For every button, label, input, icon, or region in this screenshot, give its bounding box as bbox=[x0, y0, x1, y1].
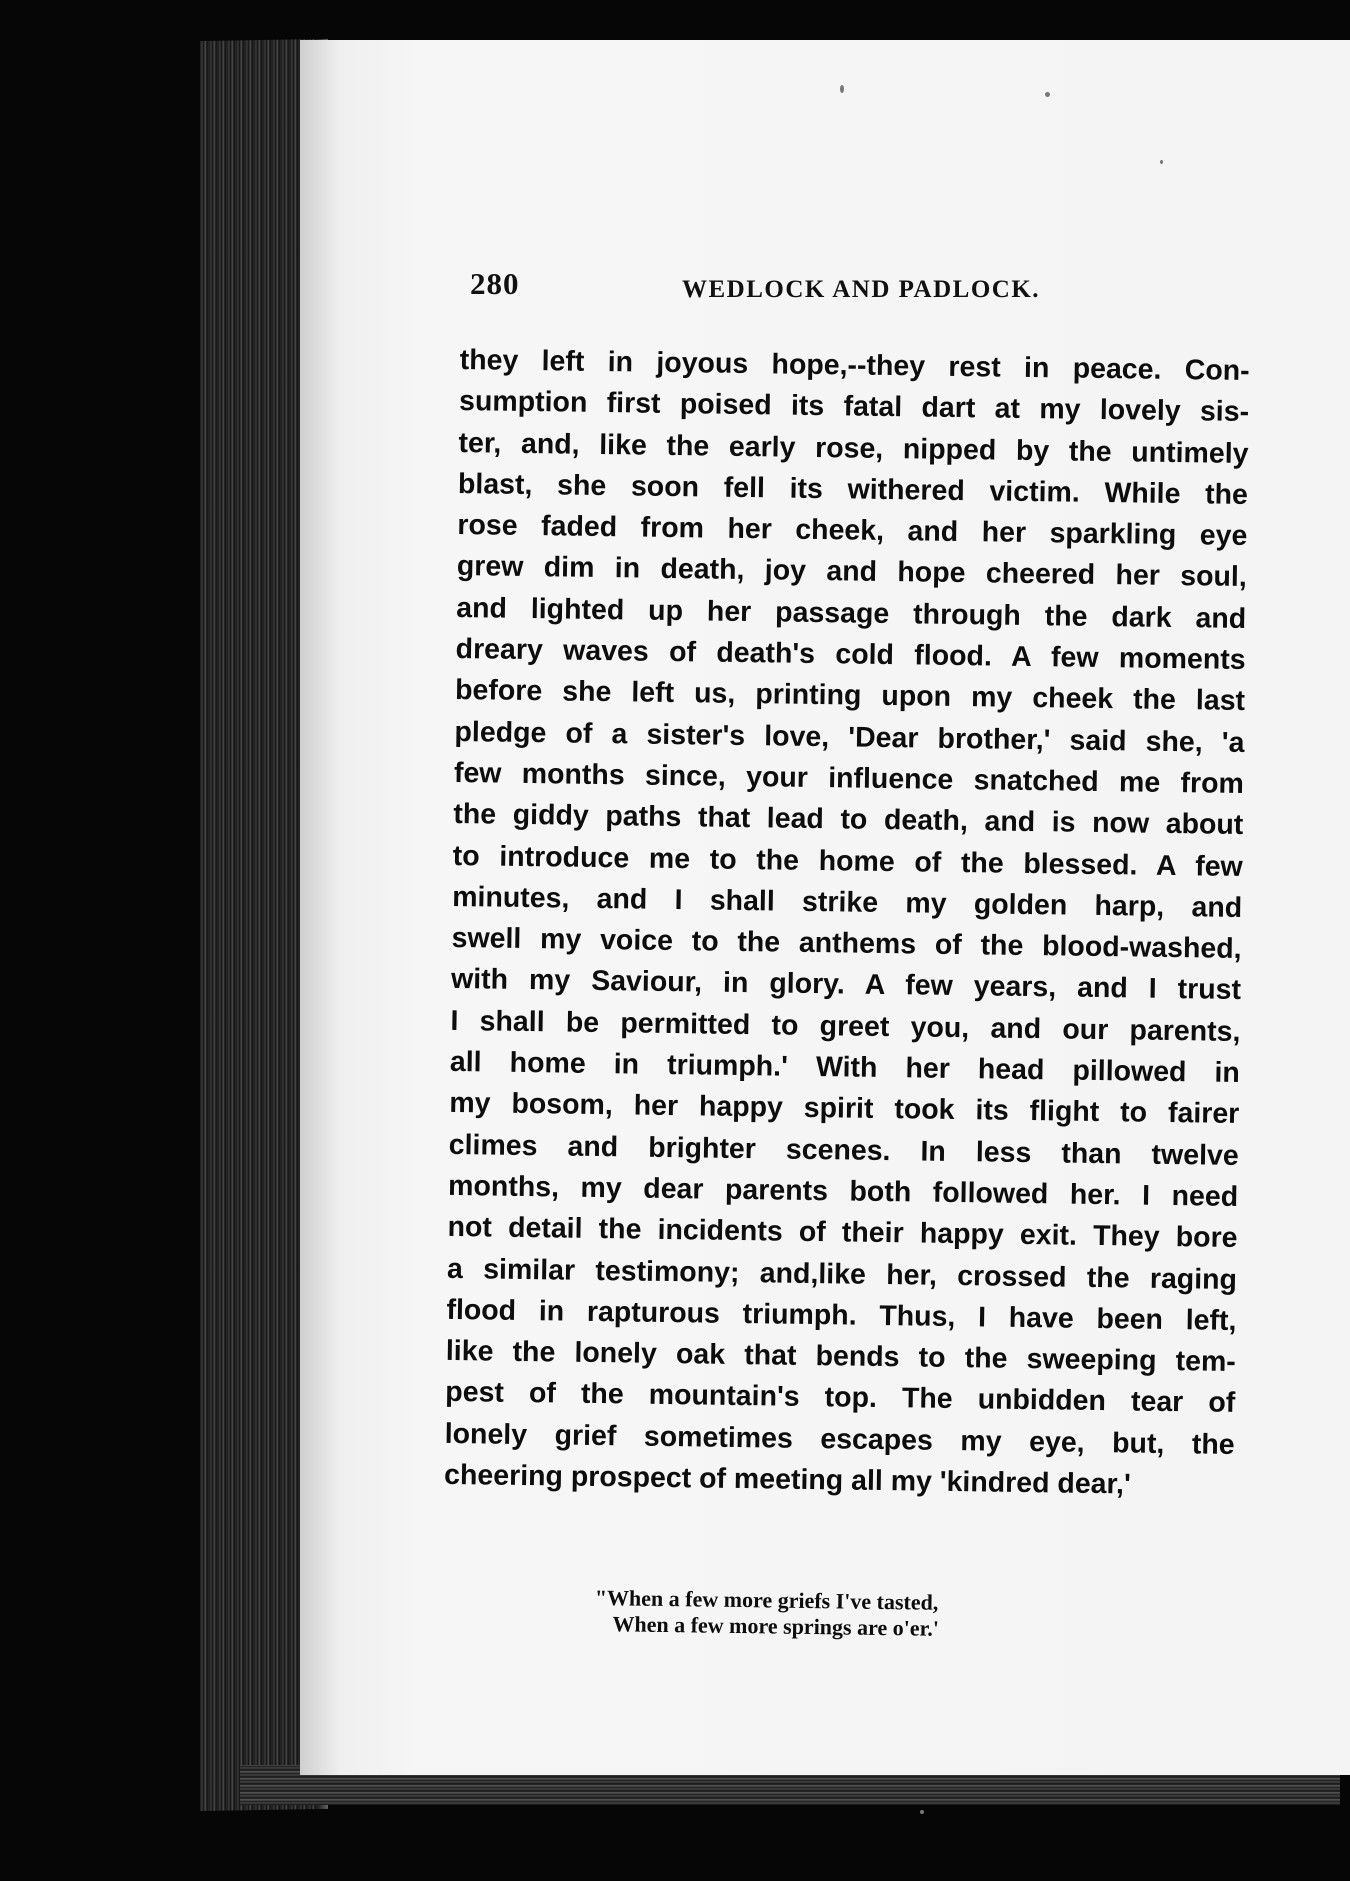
text-line: I shall be permitted to greet you, and our parents, bbox=[450, 1004, 1241, 1048]
text-line: blast, she soon fell its withered victim. While the bbox=[457, 467, 1249, 511]
text-line: cheering prospect of meeting all my 'kindred dear,' bbox=[443, 1458, 1131, 1501]
page-number: 280 bbox=[470, 266, 520, 301]
text-line: sumption first poised its fatal dart at my lovely sis- bbox=[458, 385, 1250, 429]
text-line: dreary waves of death's cold flood. A few moments bbox=[455, 633, 1246, 677]
text-line: grew dim in death, joy and hope cheered her soul, bbox=[456, 550, 1247, 594]
text-line: a similar testimony; and,like her, crossed the raging bbox=[446, 1252, 1238, 1296]
verse-quote bbox=[594, 1585, 1115, 1644]
text-line: all home in triumph.' With her head pillowed in bbox=[449, 1045, 1241, 1090]
scan-speck bbox=[840, 85, 844, 93]
text-line: to introduce me to the home of the blessed. A few bbox=[452, 839, 1243, 883]
text-line: minutes, and I shall strike my golden harp, and bbox=[452, 880, 1243, 924]
running-title: WEDLOCK AND PADLOCK. bbox=[682, 276, 1041, 303]
running-head bbox=[470, 240, 1270, 303]
quote-line: "When a few more griefs I've tasted, bbox=[594, 1585, 939, 1615]
scan-speck bbox=[920, 1810, 924, 1814]
text-line: pledge of a sister's love, 'Dear brother,' said she, 'a bbox=[454, 715, 1245, 759]
text-line: flood in rapturous triumph. Thus, I have been left, bbox=[446, 1293, 1237, 1337]
body-text bbox=[444, 340, 1250, 1507]
scan-speck bbox=[1160, 160, 1163, 164]
text-line: they left in joyous hope,--they rest in peace. Con- bbox=[459, 343, 1250, 388]
scan-speck bbox=[1045, 92, 1050, 97]
quote-line: When a few more springs are o'er.' bbox=[612, 1611, 940, 1641]
text-line: and lighted up her passage through the dark and bbox=[456, 591, 1247, 635]
text-line: ter, and, like the early rose, nipped by the untimely bbox=[458, 426, 1249, 470]
text-line: the giddy paths that lead to death, and is now about bbox=[453, 798, 1244, 842]
text-line: lonely grief sometimes escapes my eye, but, the bbox=[444, 1417, 1235, 1461]
text-line: not detail the incidents of their happy exit. They bore bbox=[447, 1211, 1238, 1255]
text-line: few months since, your influence snatched me from bbox=[453, 756, 1245, 800]
text-line: my bosom, her happy spirit took its flight to fairer bbox=[449, 1087, 1240, 1131]
text-line: rose faded from her cheek, and her sparkling eye bbox=[457, 509, 1248, 553]
text-line: pest of the mountain's top. The unbidden tear of bbox=[445, 1376, 1236, 1420]
text-line: like the lonely oak that bends to the sweeping tem- bbox=[445, 1335, 1237, 1379]
text-line: before she left us, printing upon my cheek the last bbox=[454, 674, 1246, 718]
book-page bbox=[300, 40, 1350, 1775]
text-line: swell my voice to the anthems of the blood-washed, bbox=[451, 922, 1242, 966]
text-line: with my Saviour, in glory. A few years, and I trust bbox=[450, 963, 1242, 1007]
text-line: climes and brighter scenes. In less than twelve bbox=[448, 1128, 1239, 1172]
text-line: months, my dear parents both followed her. I need bbox=[447, 1169, 1239, 1213]
